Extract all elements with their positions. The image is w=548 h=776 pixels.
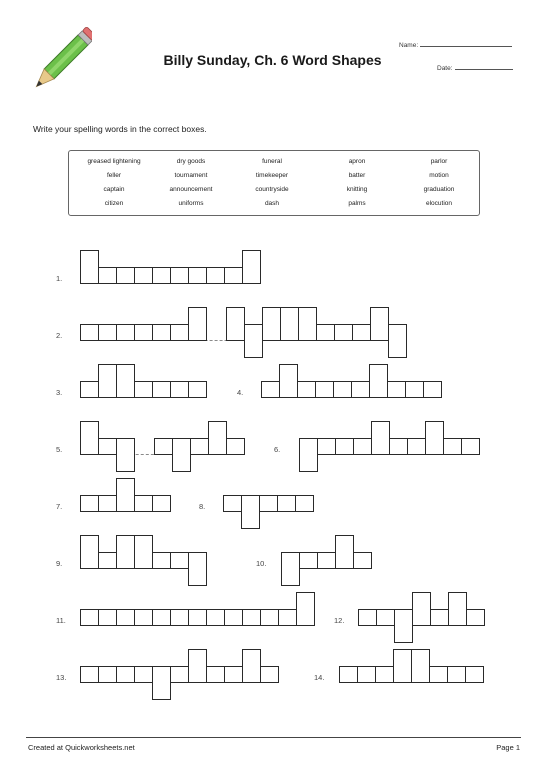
letter-box[interactable] bbox=[315, 381, 334, 398]
letter-box[interactable] bbox=[116, 267, 135, 284]
word-bank-word: tournament bbox=[174, 172, 208, 179]
letter-box[interactable] bbox=[170, 324, 189, 341]
letter-box-descender[interactable] bbox=[188, 552, 207, 586]
letter-box-tall[interactable] bbox=[369, 364, 388, 398]
letter-box[interactable] bbox=[152, 609, 171, 626]
letter-box-descender[interactable] bbox=[152, 666, 171, 700]
letter-box[interactable] bbox=[152, 495, 171, 512]
question-number: 7. bbox=[56, 502, 63, 511]
word-bank-word: apron bbox=[348, 158, 366, 165]
word-bank-word: captain bbox=[103, 186, 125, 193]
footer-credit: Created at Quickworksheets.net bbox=[28, 743, 135, 752]
letter-box-tall[interactable] bbox=[242, 649, 261, 683]
letter-box[interactable] bbox=[98, 438, 117, 455]
letter-box[interactable] bbox=[224, 267, 243, 284]
letter-box-tall[interactable] bbox=[80, 250, 99, 284]
question-number: 13. bbox=[56, 673, 67, 682]
letter-box[interactable] bbox=[134, 609, 153, 626]
word-bank-word: palms bbox=[348, 200, 366, 207]
word-bank-word: feller bbox=[106, 172, 122, 179]
letter-box-tall[interactable] bbox=[80, 535, 99, 569]
word-bank-word: parlor bbox=[430, 158, 448, 165]
letter-box[interactable] bbox=[206, 267, 225, 284]
letter-box[interactable] bbox=[206, 609, 225, 626]
letter-box[interactable] bbox=[170, 666, 189, 683]
letter-box-tall[interactable] bbox=[226, 307, 245, 341]
letter-box[interactable] bbox=[152, 552, 171, 569]
letter-box[interactable] bbox=[134, 267, 153, 284]
letter-box[interactable] bbox=[98, 324, 117, 341]
letter-box[interactable] bbox=[154, 438, 173, 455]
letter-box-descender[interactable] bbox=[299, 438, 318, 472]
letter-box[interactable] bbox=[299, 552, 318, 569]
letter-box[interactable] bbox=[389, 438, 408, 455]
letter-box[interactable] bbox=[259, 495, 278, 512]
letter-box[interactable] bbox=[260, 666, 279, 683]
letter-box[interactable] bbox=[357, 666, 376, 683]
letter-box-descender[interactable] bbox=[241, 495, 260, 529]
letter-box[interactable] bbox=[98, 666, 117, 683]
letter-box[interactable] bbox=[465, 666, 484, 683]
letter-box[interactable] bbox=[260, 609, 279, 626]
question-number: 5. bbox=[56, 445, 63, 454]
letter-box[interactable] bbox=[116, 666, 135, 683]
instructions: Write your spelling words in the correct boxes. bbox=[33, 124, 207, 134]
letter-box-tall[interactable] bbox=[262, 307, 281, 341]
letter-box[interactable] bbox=[447, 666, 466, 683]
letter-box[interactable] bbox=[80, 666, 99, 683]
letter-box-tall[interactable] bbox=[412, 592, 431, 626]
letter-box-tall[interactable] bbox=[98, 364, 117, 398]
letter-box-descender[interactable] bbox=[281, 552, 300, 586]
date-label: Date: bbox=[437, 65, 453, 72]
letter-box[interactable] bbox=[188, 609, 207, 626]
name-line bbox=[420, 40, 512, 47]
letter-box[interactable] bbox=[226, 438, 245, 455]
letter-box-tall[interactable] bbox=[448, 592, 467, 626]
letter-box[interactable] bbox=[376, 609, 395, 626]
letter-box[interactable] bbox=[353, 438, 372, 455]
letter-box-tall[interactable] bbox=[335, 535, 354, 569]
question-number: 14. bbox=[314, 673, 325, 682]
word-bank-word: dry goods bbox=[176, 158, 206, 165]
letter-box-tall[interactable] bbox=[298, 307, 317, 341]
letter-box[interactable] bbox=[152, 381, 171, 398]
word-bank-word: elocution bbox=[425, 200, 453, 207]
letter-box[interactable] bbox=[134, 324, 153, 341]
letter-box[interactable] bbox=[80, 609, 99, 626]
letter-box[interactable] bbox=[98, 495, 117, 512]
letter-box[interactable] bbox=[277, 495, 296, 512]
letter-box-tall[interactable] bbox=[134, 535, 153, 569]
letter-box-tall[interactable] bbox=[208, 421, 227, 455]
letter-box[interactable] bbox=[261, 381, 280, 398]
letter-box-tall[interactable] bbox=[116, 364, 135, 398]
letter-box-descender[interactable] bbox=[388, 324, 407, 358]
letter-box[interactable] bbox=[407, 438, 426, 455]
letter-box[interactable] bbox=[339, 666, 358, 683]
word-bank-word: knitting bbox=[346, 186, 368, 193]
word-bank-word: countryside bbox=[255, 186, 289, 193]
letter-box[interactable] bbox=[98, 552, 117, 569]
letter-box[interactable] bbox=[242, 609, 261, 626]
word-bank-word: citizen bbox=[104, 200, 124, 207]
letter-box-tall[interactable] bbox=[296, 592, 315, 626]
letter-box-tall[interactable] bbox=[370, 307, 389, 341]
question-number: 10. bbox=[256, 559, 267, 568]
letter-box[interactable] bbox=[429, 666, 448, 683]
word-bank-word: greased lightening bbox=[87, 158, 141, 165]
word-bank bbox=[68, 150, 480, 216]
question-number: 4. bbox=[237, 388, 244, 397]
letter-box[interactable] bbox=[353, 552, 372, 569]
question-number: 6. bbox=[274, 445, 281, 454]
letter-box[interactable] bbox=[188, 267, 207, 284]
word-bank-word: timekeeper bbox=[255, 172, 289, 179]
letter-box[interactable] bbox=[335, 438, 354, 455]
letter-box[interactable] bbox=[170, 609, 189, 626]
letter-box[interactable] bbox=[375, 666, 394, 683]
letter-box[interactable] bbox=[188, 381, 207, 398]
name-label: Name: bbox=[399, 42, 419, 49]
letter-box[interactable] bbox=[443, 438, 462, 455]
word-bank-word: dash bbox=[264, 200, 280, 207]
letter-box-tall[interactable] bbox=[116, 535, 135, 569]
letter-box[interactable] bbox=[223, 495, 242, 512]
name-field[interactable] bbox=[399, 40, 512, 49]
letter-box[interactable] bbox=[278, 609, 297, 626]
question-number: 9. bbox=[56, 559, 63, 568]
word-bank-word: funeral bbox=[262, 158, 282, 165]
letter-box-tall[interactable] bbox=[393, 649, 412, 683]
word-bank-word: batter bbox=[348, 172, 366, 179]
letter-box[interactable] bbox=[224, 666, 243, 683]
letter-box-descender[interactable] bbox=[116, 438, 135, 472]
letter-box-tall[interactable] bbox=[371, 421, 390, 455]
letter-box[interactable] bbox=[297, 381, 316, 398]
letter-box-tall[interactable] bbox=[188, 649, 207, 683]
letter-box[interactable] bbox=[316, 324, 335, 341]
letter-box-tall[interactable] bbox=[116, 478, 135, 512]
letter-box-tall[interactable] bbox=[80, 421, 99, 455]
footer-page-number: Page 1 bbox=[496, 743, 520, 752]
letter-box[interactable] bbox=[461, 438, 480, 455]
letter-box[interactable] bbox=[116, 324, 135, 341]
date-field[interactable] bbox=[437, 63, 513, 72]
question-number: 2. bbox=[56, 331, 63, 340]
letter-box[interactable] bbox=[224, 609, 243, 626]
letter-box[interactable] bbox=[387, 381, 406, 398]
pencil-logo-icon bbox=[26, 26, 92, 102]
letter-box[interactable] bbox=[80, 381, 99, 398]
letter-box[interactable] bbox=[206, 666, 225, 683]
letter-box[interactable] bbox=[134, 666, 153, 683]
letter-box-descender[interactable] bbox=[394, 609, 413, 643]
letter-box[interactable] bbox=[190, 438, 209, 455]
letter-box[interactable] bbox=[98, 609, 117, 626]
letter-box[interactable] bbox=[317, 438, 336, 455]
letter-box[interactable] bbox=[351, 381, 370, 398]
letter-box[interactable] bbox=[317, 552, 336, 569]
letter-box[interactable] bbox=[333, 381, 352, 398]
question-number: 3. bbox=[56, 388, 63, 397]
word-bank-word: motion bbox=[429, 172, 449, 179]
question-number: 1. bbox=[56, 274, 63, 283]
word-bank-word: uniforms bbox=[178, 200, 204, 207]
letter-box[interactable] bbox=[423, 381, 442, 398]
letter-box-tall[interactable] bbox=[279, 364, 298, 398]
letter-box[interactable] bbox=[152, 267, 171, 284]
letter-box-tall[interactable] bbox=[280, 307, 299, 341]
letter-box[interactable] bbox=[134, 495, 153, 512]
letter-box-descender[interactable] bbox=[244, 324, 263, 358]
question-number: 8. bbox=[199, 502, 206, 511]
letter-box[interactable] bbox=[334, 324, 353, 341]
letter-box[interactable] bbox=[295, 495, 314, 512]
footer-divider bbox=[26, 737, 521, 738]
letter-box[interactable] bbox=[152, 324, 171, 341]
letter-box-tall[interactable] bbox=[425, 421, 444, 455]
letter-box[interactable] bbox=[170, 267, 189, 284]
letter-box[interactable] bbox=[430, 609, 449, 626]
letter-box-descender[interactable] bbox=[172, 438, 191, 472]
letter-box[interactable] bbox=[352, 324, 371, 341]
letter-box[interactable] bbox=[358, 609, 377, 626]
page-title: Billy Sunday, Ch. 6 Word Shapes bbox=[163, 52, 382, 68]
letter-box[interactable] bbox=[80, 495, 99, 512]
letter-box-tall[interactable] bbox=[188, 307, 207, 341]
question-number: 12. bbox=[334, 616, 345, 625]
question-number: 11. bbox=[56, 616, 66, 625]
letter-box[interactable] bbox=[134, 381, 153, 398]
letter-box[interactable] bbox=[98, 267, 117, 284]
letter-box[interactable] bbox=[170, 381, 189, 398]
letter-box-tall[interactable] bbox=[411, 649, 430, 683]
letter-box-tall[interactable] bbox=[242, 250, 261, 284]
letter-box[interactable] bbox=[116, 609, 135, 626]
word-bank-word: announcement bbox=[169, 186, 213, 193]
letter-box[interactable] bbox=[80, 324, 99, 341]
date-line bbox=[455, 63, 513, 70]
word-bank-word: graduation bbox=[423, 186, 455, 193]
letter-box[interactable] bbox=[405, 381, 424, 398]
letter-box[interactable] bbox=[466, 609, 485, 626]
letter-box[interactable] bbox=[170, 552, 189, 569]
